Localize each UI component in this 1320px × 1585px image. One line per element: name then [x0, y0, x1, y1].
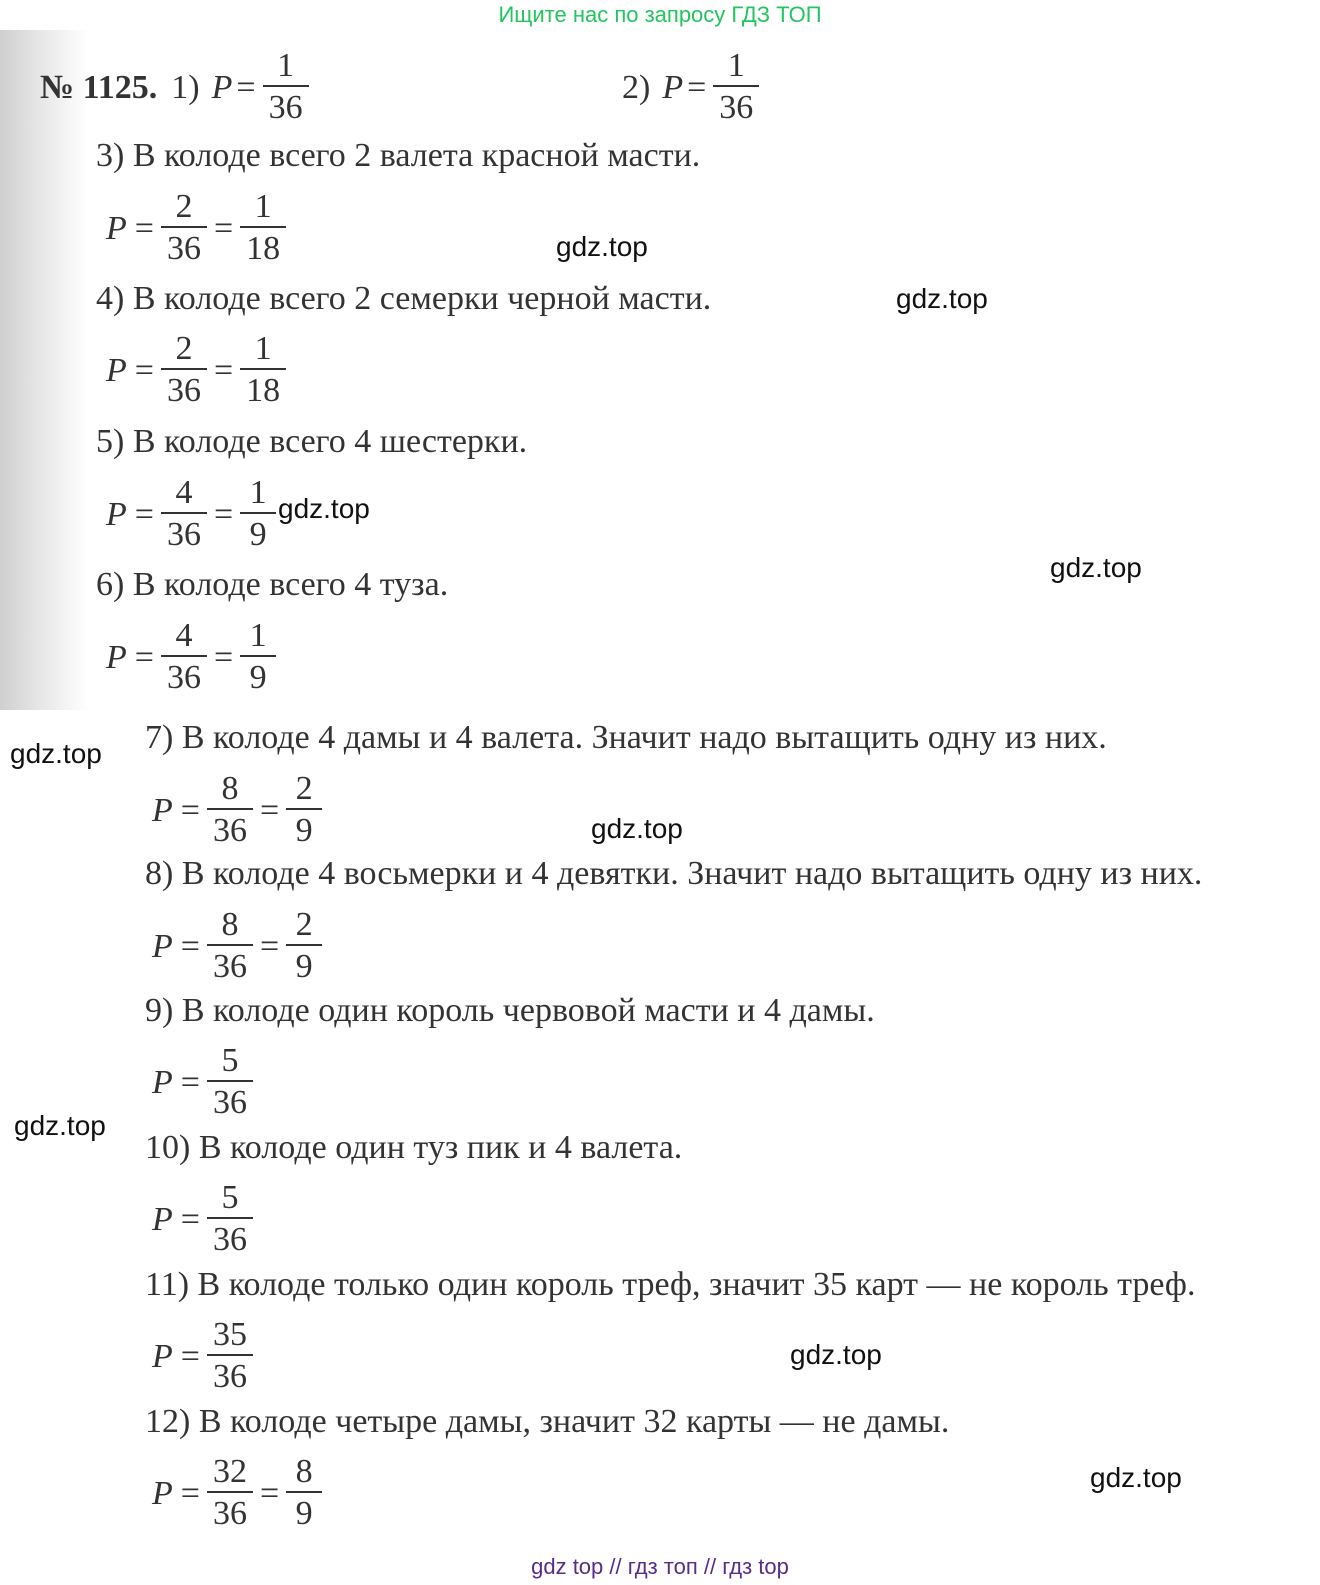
numerator: 1: [277, 47, 295, 84]
part-2: [622, 40, 762, 136]
watermark: gdz.top: [556, 231, 648, 262]
part-2-label: 2): [622, 69, 651, 106]
part-8-formula: P = $\frac{8}{36}$ = $\frac{2}{9}$: [152, 892, 325, 1002]
watermark: gdz.top: [14, 1110, 106, 1141]
part-1-eq: =: [236, 69, 256, 106]
watermark: gdz.top: [278, 493, 370, 524]
part-2-p: P: [662, 69, 684, 106]
top-banner: Ищите нас по запросу ГДЗ ТОП: [498, 2, 822, 27]
watermark: gdz.top: [1050, 552, 1142, 583]
watermark: gdz.top: [10, 738, 102, 769]
denominator: 36: [719, 89, 754, 126]
watermark: gdz.top: [896, 283, 988, 314]
part-11-formula: P = $\frac{35}{36}$: [152, 1302, 256, 1412]
part-6-formula: P = $\frac{4}{36}$ = $\frac{1}{9}$: [106, 603, 279, 713]
watermark: gdz.top: [790, 1339, 882, 1370]
part-5-text: 5) В колоде всего 4 шестерки.: [96, 423, 528, 460]
part-12-formula: P = $\frac{32}{36}$ = $\frac{8}{9}$: [152, 1439, 325, 1549]
problem-number: № 1125.: [40, 69, 158, 106]
part-2-fraction: [713, 47, 759, 129]
bottom-banner: gdz top // гдз топ // гдз top: [531, 1554, 789, 1579]
part-4-formula: P = $\frac{2}{36}$ = $\frac{1}{18}$: [106, 316, 289, 426]
part-4-text: 4) В колоде всего 2 семерки черной масти.: [96, 280, 712, 317]
part-7-formula: P = $\frac{8}{36}$ = $\frac{2}{9}$: [152, 756, 325, 866]
part-1-p: P: [211, 69, 233, 106]
part-5-formula: P = $\frac{4}{36}$ = $\frac{1}{9}$: [106, 460, 279, 570]
part-10-text: 10) В колоде один туз пик и 4 валета.: [145, 1129, 683, 1166]
watermark: gdz.top: [591, 813, 683, 844]
part-11-text: 11) В колоде только один король треф, значит 35 карт — не король треф.: [145, 1266, 1196, 1303]
part-12-text: 12) В колоде четыре дамы, значит 32 карты — не дамы.: [145, 1403, 950, 1440]
watermark: gdz.top: [1090, 1462, 1182, 1493]
part-8-text: 8) В колоде 4 восьмерки и 4 девятки. Значит надо вытащить одну из них.: [145, 855, 1203, 892]
part-2-eq: =: [687, 69, 707, 106]
part-10-formula: P = $\frac{5}{36}$: [152, 1165, 256, 1275]
part-1-fraction: [263, 47, 309, 129]
problem-header: [40, 40, 312, 136]
part-9-formula: P = $\frac{5}{36}$: [152, 1028, 256, 1138]
part-3-formula: P = $\frac{2}{36}$ = $\frac{1}{18}$: [106, 174, 289, 284]
denominator: 36: [268, 89, 303, 126]
part-3-text: 3) В колоде всего 2 валета красной масти.: [96, 137, 701, 174]
part-6-text: 6) В колоде всего 4 туза.: [96, 566, 449, 603]
numerator: 1: [727, 47, 745, 84]
part-7-text: 7) В колоде 4 дамы и 4 валета. Значит надо вытащить одну из них.: [145, 719, 1107, 756]
part-1-label: 1): [171, 69, 200, 106]
part-9-text: 9) В колоде один король червовой масти и 4 дамы.: [145, 992, 875, 1029]
